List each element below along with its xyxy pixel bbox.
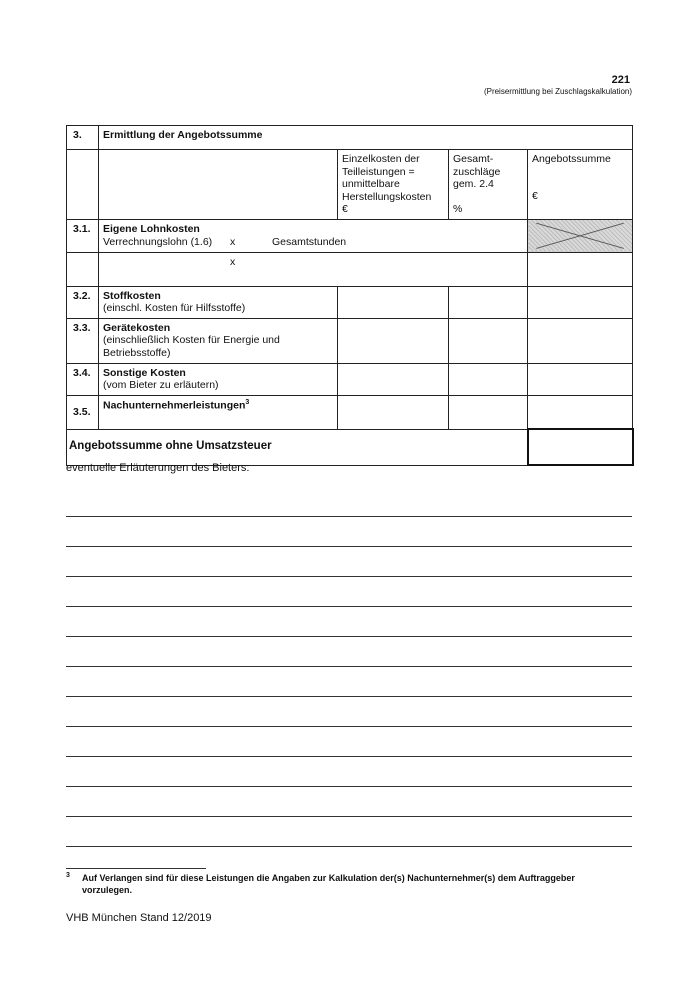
value-cell[interactable]: [528, 363, 633, 395]
row-3-3-label: [99, 318, 338, 363]
footnote-ref: 3: [245, 398, 250, 406]
value-cell[interactable]: [338, 286, 449, 318]
row-3-5: [67, 395, 633, 429]
writing-line[interactable]: [66, 577, 632, 607]
row-3-4: [67, 363, 633, 395]
writing-line[interactable]: [66, 757, 632, 787]
row-number: 3.2.: [67, 286, 99, 318]
row-title: Eigene Lohnkosten: [103, 222, 200, 235]
value-cell[interactable]: [338, 318, 449, 363]
value-cell[interactable]: [528, 286, 633, 318]
value-cell[interactable]: [528, 395, 633, 429]
row-number: 3.4.: [67, 363, 99, 395]
col-einzelkosten-unit: €: [342, 203, 348, 216]
row-3-4-label: [99, 363, 338, 395]
row-number: 3.3.: [67, 318, 99, 363]
row-3-2: [67, 286, 633, 318]
footnote-text: Auf Verlangen sind für diese Leistungen die Angaben zur Kalkulation der(s) Nachunternehmer(s) dem Auftraggeber vorzulegen.: [82, 873, 575, 895]
total-label: Angebotssumme ohne Umsatzsteuer: [67, 429, 528, 465]
empty-cell: [67, 252, 99, 286]
gesamtstunden-label: Gesamtstunden: [272, 235, 347, 248]
footer-text: VHB München Stand 12/2019: [66, 912, 212, 924]
row-title: Sonstige Kosten: [103, 366, 186, 379]
section-header-row: [67, 126, 633, 150]
col-zuschlaege-label: Gesamt-zuschläge gem. 2.4: [453, 153, 501, 191]
row-number: 3.5.: [67, 395, 99, 429]
page-number: 221: [611, 74, 630, 86]
row-3-5-label: [99, 395, 338, 429]
hatched-cell: [528, 219, 633, 252]
writing-line[interactable]: [66, 817, 632, 847]
row-number: 3.1.: [67, 219, 99, 252]
writing-line[interactable]: [66, 517, 632, 547]
verrechnungslohn-label: Verrechnungslohn (1.6): [103, 235, 213, 248]
row-title: Gerätekosten: [103, 321, 171, 334]
row-3-1: [67, 219, 633, 252]
writing-line[interactable]: [66, 637, 632, 667]
col-angebotssumme-label: Angebotssumme: [532, 153, 611, 165]
page-subtitle: (Preisermittlung bei Zuschlagskalkulation): [483, 87, 632, 96]
writing-line[interactable]: [66, 787, 632, 817]
row-title: Nachunternehmerleistungen: [103, 399, 246, 412]
col-header-angebotssumme: [528, 150, 633, 220]
col-angebotssumme-unit: €: [532, 189, 538, 202]
value-cell[interactable]: [449, 395, 528, 429]
value-cell[interactable]: [338, 395, 449, 429]
col-header-zuschlaege: [449, 150, 528, 220]
row-3-3: [67, 318, 633, 363]
total-value-cell[interactable]: [528, 429, 633, 465]
empty-cell: [67, 150, 99, 220]
value-cell[interactable]: [449, 318, 528, 363]
angebotssumme-table: [66, 125, 634, 466]
footnote-divider: [66, 868, 206, 869]
row-desc: (einschließlich Kosten für Energie und Betriebsstoffe): [103, 334, 280, 359]
writing-line[interactable]: [66, 727, 632, 757]
section-number: 3.: [67, 126, 99, 150]
writing-line[interactable]: [66, 697, 632, 727]
writing-line[interactable]: [66, 667, 632, 697]
col-zuschlaege-unit: %: [453, 202, 463, 215]
row-desc: (vom Bieter zu erläutern): [103, 379, 219, 392]
row-3-1-product[interactable]: [99, 252, 528, 286]
row-3-1-content[interactable]: [99, 219, 528, 252]
col-header-einzelkosten: [338, 150, 449, 220]
explanation-lines[interactable]: [66, 487, 632, 847]
value-cell[interactable]: [528, 318, 633, 363]
writing-line[interactable]: [66, 547, 632, 577]
row-3-1-continuation: [67, 252, 633, 286]
times-sign: x: [230, 235, 236, 248]
value-cell[interactable]: [449, 286, 528, 318]
value-cell[interactable]: [338, 363, 449, 395]
writing-line[interactable]: [66, 487, 632, 517]
value-cell[interactable]: [528, 252, 633, 286]
total-row: [67, 429, 633, 465]
explanation-label: eventuelle Erläuterungen des Bieters:: [66, 462, 250, 474]
section-title: Ermittlung der Angebotssumme: [99, 126, 633, 150]
row-3-2-label: [99, 286, 338, 318]
col-einzelkosten-label: Einzelkosten der Teilleistungen = unmittelbare Herstellungskosten: [342, 153, 432, 203]
column-header-row: [67, 150, 633, 220]
cross-out-icon: [528, 220, 632, 252]
row-title: Stoffkosten: [103, 289, 161, 302]
writing-line[interactable]: [66, 607, 632, 637]
value-cell[interactable]: [449, 363, 528, 395]
footnote-mark: 3: [66, 872, 70, 879]
empty-cell: [99, 150, 338, 220]
times-sign: x: [230, 255, 236, 268]
row-desc: (einschl. Kosten für Hilfsstoffe): [103, 302, 246, 315]
